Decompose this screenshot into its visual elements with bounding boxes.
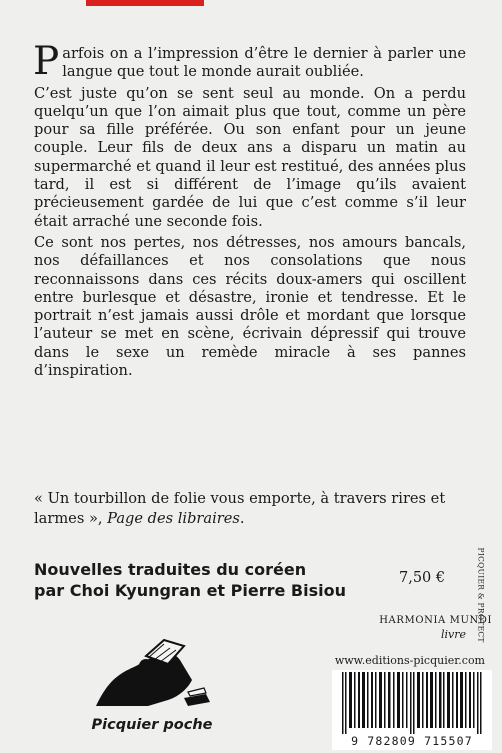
ean13-barcode-icon	[338, 672, 486, 734]
paragraph-1-text: arfois on a l’impression d’être le dernier à parler une langue que tout le monde aurait oubliée.	[62, 45, 466, 81]
isbn-digits: 9 782809 715507	[351, 734, 473, 748]
translation-credit	[34, 559, 404, 601]
blurb-text	[33, 39, 466, 383]
red-tab-accent	[86, 0, 204, 6]
paragraph-2: C’est juste qu’on se sent seul au monde. On a perdu quelqu’un que l’on aimait plus que tout, comme un père pour sa fille préférée. Ou son enfant pour un jeune couple. Leur fils de deux ans a disparu un matin au supermarché et quand il leur est restitué, des années plus tard, il est si différent de l’image qu’ils avaient précieusement gardée de lui que c’est comme s’il leur était arraché une seconde fois.	[34, 84, 466, 230]
reading-figure-icon	[88, 636, 214, 712]
barcode-area	[332, 670, 492, 750]
vertical-imprint-text: PICQUIER & PROTECT	[476, 547, 486, 643]
quote-end: .	[239, 510, 245, 527]
translation-line-2: par Choi Kyungran et Pierre Bisiou	[34, 581, 346, 600]
paragraph-3: Ce sont nos pertes, nos détresses, nos amours bancals, nos défaillances et nos consolations que nous reconnaissons dans ces récits doux-amers qui oscillent entre burlesque et désastre, ironie et tendresse. Et le portrait n’est jamais aussi drôle et mordant que lorsque l’auteur se met en scène, écrivain dépressif qui trouve dans le sexe un remède miracle à ses pannes d’inspiration.	[34, 233, 466, 380]
quote-text: « Un tourbillon de folie vous emporte, à travers rires et larmes »,	[34, 490, 446, 527]
quote-source: Page des libraires	[107, 510, 240, 527]
translation-line-1: Nouvelles traduites du coréen	[34, 560, 307, 579]
distributor-name: HARMONIA MUNDI	[379, 615, 492, 626]
publisher-logo-text: Picquier poche	[91, 717, 213, 733]
vertical-imprint	[470, 547, 492, 643]
drop-cap: P	[33, 39, 60, 84]
distributor-sub: livre	[440, 628, 466, 641]
price-label: 7,50 €	[399, 570, 446, 586]
press-quote	[34, 489, 466, 529]
publisher-website: www.editions-picquier.com	[334, 654, 485, 667]
paragraph-1	[33, 39, 466, 84]
